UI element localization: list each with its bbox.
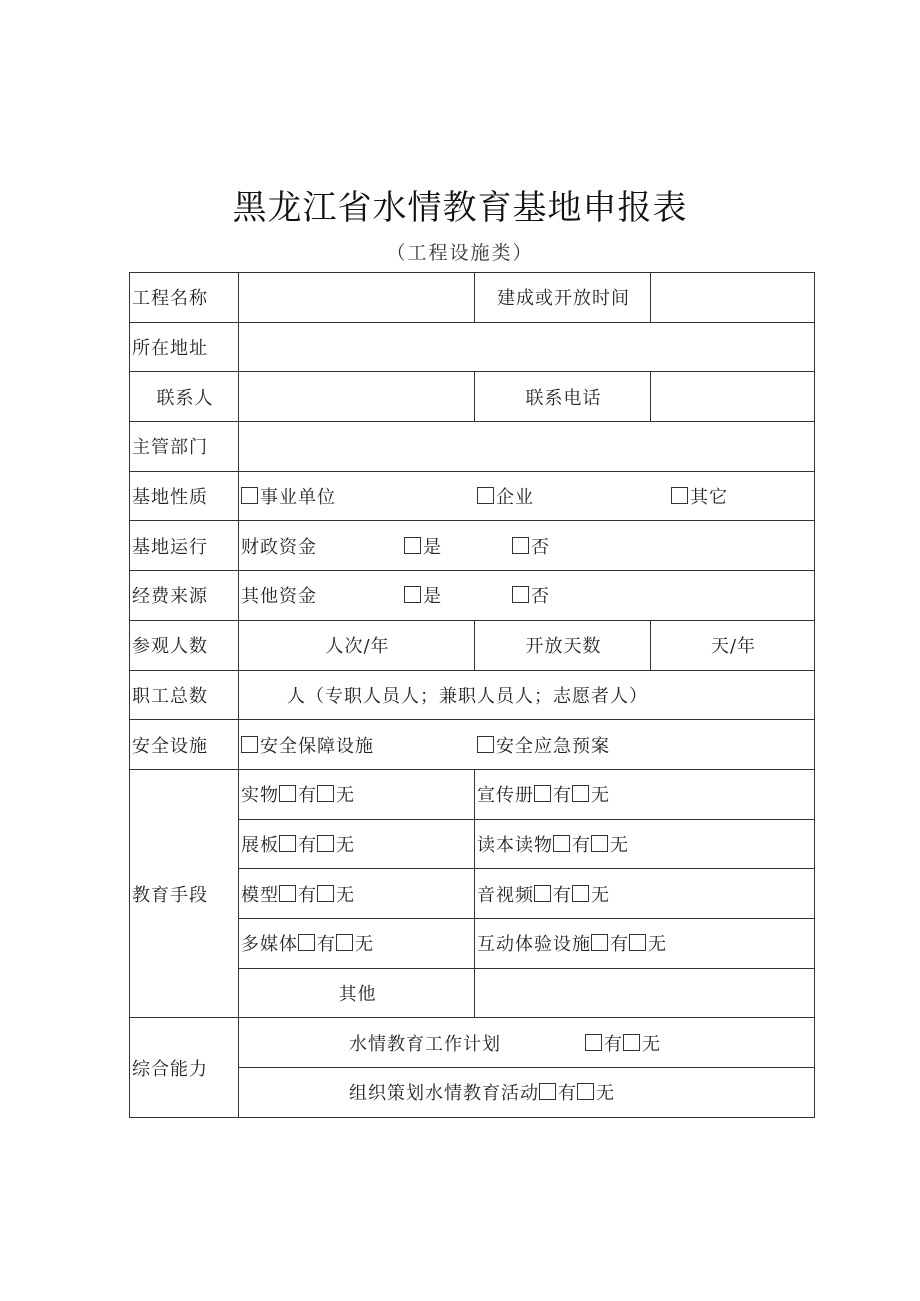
checkbox-interactive-none[interactable] [629, 934, 646, 951]
checkbox-physical-none[interactable] [317, 785, 334, 802]
edu-item-model: 模型 有 无 [239, 869, 475, 919]
phone-label: 联系电话 [475, 372, 651, 422]
nature-options [239, 471, 815, 521]
checkbox-safety-facility[interactable] [241, 736, 258, 753]
row-other-funds [130, 571, 815, 621]
row-address [130, 322, 815, 372]
row-project-name [130, 273, 815, 323]
checkbox-public-institution[interactable] [241, 487, 258, 504]
ability-plan: 水情教育工作计划 有 无 [239, 1018, 815, 1068]
edu-item-av: 音视频 有 无 [475, 869, 815, 919]
checkbox-av-none[interactable] [572, 885, 589, 902]
edu-item-physical: 实物 有 无 [239, 769, 475, 819]
other-funds-no-label: 否 [531, 586, 550, 608]
row-contact [130, 372, 815, 422]
checkbox-multimedia-none[interactable] [336, 934, 353, 951]
edu-item-multimedia: 多媒体 有 无 [239, 918, 475, 968]
staff-field[interactable]: 人（专职人员人；兼职人员人；志愿者人） [239, 670, 815, 720]
application-form-table [129, 272, 815, 1118]
checkbox-physical-has[interactable] [279, 785, 296, 802]
contact-field[interactable] [239, 372, 475, 422]
funding-source-label: 经费来源 [130, 571, 239, 621]
finance-options [239, 521, 815, 571]
checkbox-other[interactable] [671, 487, 688, 504]
activity-label: 组织策划水情教育活动 [349, 1083, 539, 1105]
row-finance [130, 521, 815, 571]
option-emergency-plan: 安全应急预案 [496, 735, 610, 757]
checkbox-board-has[interactable] [279, 835, 296, 852]
row-nature [130, 471, 815, 521]
option-other: 其它 [690, 487, 728, 509]
row-visitors [130, 620, 815, 670]
finance-yes-label: 是 [423, 536, 442, 558]
project-name-field[interactable] [239, 273, 475, 323]
address-field[interactable] [239, 322, 815, 372]
visitors-label: 参观人数 [130, 620, 239, 670]
row-department [130, 422, 815, 472]
visitors-field[interactable]: 人次/年 [239, 620, 475, 670]
edu-item-brochure: 宣传册 有 无 [475, 769, 815, 819]
option-safety-facility: 安全保障设施 [260, 735, 374, 757]
checkbox-board-none[interactable] [317, 835, 334, 852]
safety-options [239, 720, 815, 770]
edu-item-reader: 读本读物 有 无 [475, 819, 815, 869]
checkbox-model-has[interactable] [279, 885, 296, 902]
checkbox-interactive-has[interactable] [591, 934, 608, 951]
contact-label: 联系人 [130, 372, 239, 422]
nature-label: 基地性质 [130, 471, 239, 521]
checkbox-enterprise[interactable] [477, 487, 494, 504]
operation-label: 基地运行 [130, 521, 239, 571]
option-enterprise: 企业 [496, 487, 534, 509]
row-education-1 [130, 769, 815, 819]
phone-field[interactable] [651, 372, 815, 422]
checkbox-av-has[interactable] [534, 885, 551, 902]
build-time-field[interactable] [651, 273, 815, 323]
education-label: 教育手段 [130, 769, 239, 1017]
row-staff [130, 670, 815, 720]
checkbox-other-funds-yes[interactable] [404, 586, 421, 603]
edu-other-field[interactable] [475, 968, 815, 1018]
checkbox-emergency-plan[interactable] [477, 736, 494, 753]
checkbox-activity-has[interactable] [539, 1083, 556, 1100]
checkbox-plan-has[interactable] [585, 1034, 602, 1051]
other-funds-item: 其他资金 [241, 586, 317, 608]
checkbox-other-funds-no[interactable] [512, 586, 529, 603]
checkbox-finance-no[interactable] [512, 537, 529, 554]
department-label: 主管部门 [130, 422, 239, 472]
address-label: 所在地址 [130, 322, 239, 372]
other-funds-options [239, 571, 815, 621]
edu-item-board: 展板 有 无 [239, 819, 475, 869]
ability-activity: 组织策划水情教育活动 有 无 [239, 1068, 815, 1118]
finance-no-label: 否 [531, 536, 550, 558]
option-public-institution: 事业单位 [260, 487, 336, 509]
project-name-label: 工程名称 [130, 273, 239, 323]
checkbox-model-none[interactable] [317, 885, 334, 902]
form-subtitle: （工程设施类） [386, 242, 534, 264]
checkbox-brochure-has[interactable] [534, 785, 551, 802]
checkbox-plan-none[interactable] [623, 1034, 640, 1051]
edu-item-interactive: 互动体验设施 有 无 [475, 918, 815, 968]
other-funds-yes-label: 是 [423, 586, 442, 608]
staff-label: 职工总数 [130, 670, 239, 720]
build-time-label: 建成或开放时间 [475, 273, 651, 323]
ability-label: 综合能力 [130, 1018, 239, 1117]
form-title: 黑龙江省水情教育基地申报表 [232, 188, 688, 228]
checkbox-finance-yes[interactable] [404, 537, 421, 554]
checkbox-activity-none[interactable] [577, 1083, 594, 1100]
open-days-label: 开放天数 [475, 620, 651, 670]
open-days-field[interactable]: 天/年 [651, 620, 815, 670]
edu-other-label: 其他 [239, 968, 475, 1018]
row-safety [130, 720, 815, 770]
plan-label: 水情教育工作计划 [349, 1033, 501, 1055]
checkbox-reader-has[interactable] [553, 835, 570, 852]
checkbox-multimedia-has[interactable] [298, 934, 315, 951]
department-field[interactable] [239, 422, 815, 472]
safety-label: 安全设施 [130, 720, 239, 770]
checkbox-reader-none[interactable] [591, 835, 608, 852]
row-ability-1 [130, 1018, 815, 1068]
finance-item: 财政资金 [241, 536, 317, 558]
checkbox-brochure-none[interactable] [572, 785, 589, 802]
